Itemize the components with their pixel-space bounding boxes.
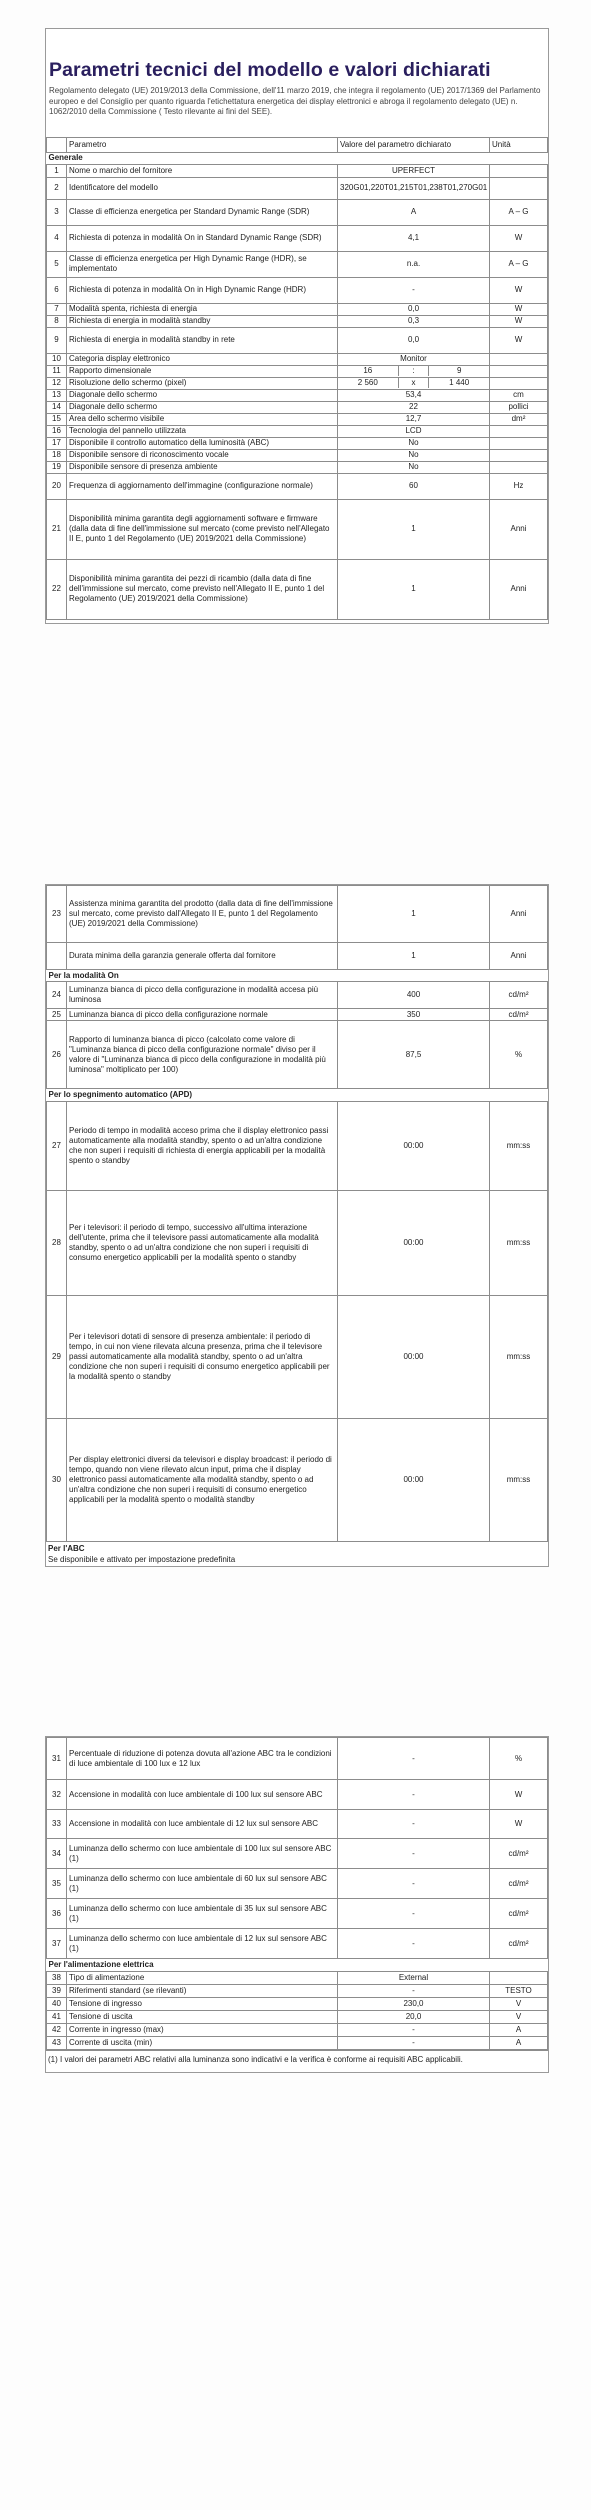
- table-row: [47, 1972, 548, 1985]
- row-parameter: Nome o marchio del fornitore: [67, 164, 338, 177]
- row-parameter: Durata minima della garanzia generale offerta dal fornitore: [67, 943, 338, 970]
- table-row: [47, 353, 548, 365]
- row-parameter: Richiesta di potenza in modalità On in Standard Dynamic Range (SDR): [67, 225, 338, 251]
- table-row: [47, 982, 548, 1009]
- row-value: 60: [338, 473, 490, 499]
- table-row: [47, 886, 548, 943]
- row-value: 4,1: [338, 225, 490, 251]
- row-value: LCD: [338, 425, 490, 437]
- row-unit: Anni: [490, 499, 548, 559]
- row-value: Monitor: [338, 353, 490, 365]
- row-unit: W: [490, 315, 548, 327]
- row-value: 1: [338, 943, 490, 970]
- row-unit: [490, 425, 548, 437]
- row-number: 24: [47, 982, 67, 1009]
- table-row: [47, 2024, 548, 2037]
- row-parameter: Frequenza di aggiornamento dell'immagine (configurazione normale): [67, 473, 338, 499]
- table-row: [47, 943, 548, 970]
- row-unit: [490, 437, 548, 449]
- table-row: [47, 225, 548, 251]
- section-apd: Per lo spegnimento automatico (APD): [47, 1089, 548, 1102]
- row-unit: W: [490, 225, 548, 251]
- row-unit: %: [490, 1738, 548, 1780]
- row-parameter: Per i televisori: il periodo di tempo, successivo all'ultima interazione dell'utente, prima che il televisore passi automaticamente alla modalità standby, spento o ad un'altra condizione che non superi i requisiti di consumo energetico applicabili per la modalità spento o standby: [67, 1191, 338, 1296]
- row-unit: cd/m²: [490, 1839, 548, 1869]
- row-value: A: [338, 199, 490, 225]
- row-parameter: Categoria display elettronico: [67, 353, 338, 365]
- row-number: 32: [47, 1780, 67, 1810]
- row-parameter: Disponibile sensore di presenza ambiente: [67, 461, 338, 473]
- row-number: 23: [47, 886, 67, 943]
- section-abc: Per l'ABC Se disponibile e attivato per impostazione predefinita: [48, 1544, 236, 1564]
- row-number: 34: [47, 1839, 67, 1869]
- row-parameter: Tensione di ingresso: [67, 1998, 338, 2011]
- row-parameter: Disponibile il controllo automatico della luminosità (ABC): [67, 437, 338, 449]
- row-number: 40: [47, 1998, 67, 2011]
- row-parameter: Luminanza dello schermo con luce ambientale di 60 lux sul sensore ABC (1): [67, 1869, 338, 1899]
- row-value: 20,0: [338, 2011, 490, 2024]
- row-unit: pollici: [490, 401, 548, 413]
- row-parameter: Assistenza minima garantita del prodotto (dalla data di fine dell'immissione sul mercato, come previsto dall'Allegato II E, punto 1 del Regolamento (UE) 2019/2021 della Commissione): [67, 886, 338, 943]
- row-unit: [490, 177, 548, 199]
- row-parameter: Disponibilità minima garantita degli aggiornamenti software e firmware (dalla data di fine dell'immissione sul mercato (come previsto nell'Allegato II E, punto 1 del Regolamento (UE) 2019/2021 della Commissione): [67, 499, 338, 559]
- row-value: -: [338, 1839, 490, 1869]
- row-number: 19: [47, 461, 67, 473]
- row-number: 16: [47, 425, 67, 437]
- table-row: [47, 437, 548, 449]
- row-value: 87,5: [338, 1021, 490, 1089]
- row-number: 8: [47, 315, 67, 327]
- row-parameter: Diagonale dello schermo: [67, 389, 338, 401]
- row-unit: [490, 353, 548, 365]
- row-number: 38: [47, 1972, 67, 1985]
- row-parameter: Richiesta di potenza in modalità On in High Dynamic Range (HDR): [67, 277, 338, 303]
- row-parameter: Luminanza bianca di picco della configurazione in modalità accesa più luminosa: [67, 982, 338, 1009]
- row-parameter: Richiesta di energia in modalità standby: [67, 315, 338, 327]
- row-unit: W: [490, 1780, 548, 1810]
- row-value: 350: [338, 1009, 490, 1021]
- row-unit: dm²: [490, 413, 548, 425]
- row-number: 15: [47, 413, 67, 425]
- row-value: 0,3: [338, 315, 490, 327]
- row-parameter: Diagonale dello schermo: [67, 401, 338, 413]
- table-row: [47, 1419, 548, 1542]
- table-row: [47, 1009, 548, 1021]
- row-unit: Anni: [490, 559, 548, 619]
- row-parameter: Rapporto di luminanza bianca di picco (calcolato come valore di "Luminanza bianca di picco della configurazione normale" diviso per il valore di "Luminanza bianca di picco della configurazione in modalità più luminosa" moltiplicato per 100): [67, 1021, 338, 1089]
- row-parameter: Percentuale di riduzione di potenza dovuta all'azione ABC tra le condizioni di luce ambientale di 100 lux e 12 lux: [67, 1738, 338, 1780]
- table-row: [47, 499, 548, 559]
- row-number: [47, 943, 67, 970]
- row-number: 9: [47, 327, 67, 353]
- row-number: 31: [47, 1738, 67, 1780]
- row-number: 1: [47, 164, 67, 177]
- parameters-table-part-3: [46, 1737, 548, 2050]
- row-value: No: [338, 449, 490, 461]
- header-parameter: Parametro: [67, 137, 338, 152]
- row-parameter: Periodo di tempo in modalità acceso prima che il display elettronico passi automaticamente alla modalità standby, spento o ad un'altra condizione che non superi i requisiti di richiesta di energia applicabili per la modalità spento o standby: [67, 1102, 338, 1191]
- row-parameter: Classe di efficienza energetica per Standard Dynamic Range (SDR): [67, 199, 338, 225]
- row-unit: mm:ss: [490, 1419, 548, 1542]
- row-unit: W: [490, 303, 548, 315]
- row-number: 5: [47, 251, 67, 277]
- row-number: 42: [47, 2024, 67, 2037]
- table-row: [47, 389, 548, 401]
- row-unit: TESTO: [490, 1985, 548, 1998]
- row-number: 30: [47, 1419, 67, 1542]
- table-row: [47, 1810, 548, 1839]
- row-number: 21: [47, 499, 67, 559]
- table-row: [47, 1296, 548, 1419]
- row-unit: cd/m²: [490, 982, 548, 1009]
- row-value: 1: [338, 499, 490, 559]
- row-value: 00:00: [338, 1419, 490, 1542]
- row-number: 10: [47, 353, 67, 365]
- row-unit: [490, 449, 548, 461]
- table-row: 11 Rapporto dimensionale 16 : 9: [47, 365, 548, 377]
- row-parameter: Modalità spenta, richiesta di energia: [67, 303, 338, 315]
- table-row: [47, 401, 548, 413]
- rows-31-37: [47, 1738, 548, 1959]
- row-value: 12,7: [338, 413, 490, 425]
- row-value: -: [338, 1869, 490, 1899]
- regulation-intro: Regolamento delegato (UE) 2019/2013 della Commissione, dell'11 marzo 2019, che integra il regolamento (UE) 2017/1369 del Parlamento europeo e del Consiglio per quanto riguarda l'etichettatura energetica dei display elettronici e abroga il regolamento delegato (UE) n. 1062/2010 della Commissione ( Testo rilevante ai fini del SEE).: [49, 86, 541, 116]
- row-unit: A – G: [490, 199, 548, 225]
- table-row: [47, 473, 548, 499]
- parameters-table-part-2: [46, 885, 548, 1542]
- row-unit: V: [490, 2011, 548, 2024]
- row-number: 27: [47, 1102, 67, 1191]
- row-number: 20: [47, 473, 67, 499]
- section-on-mode: Per la modalità On: [47, 970, 548, 982]
- table-row: [47, 177, 548, 199]
- row-value: 00:00: [338, 1191, 490, 1296]
- row-parameter: Disponibile sensore di riconoscimento vocale: [67, 449, 338, 461]
- row-value: 00:00: [338, 1296, 490, 1419]
- row-unit: cd/m²: [490, 1009, 548, 1021]
- table-row: [47, 1102, 548, 1191]
- row-value: 400: [338, 982, 490, 1009]
- row-unit: W: [490, 327, 548, 353]
- row-value: No: [338, 437, 490, 449]
- row-number: 43: [47, 2037, 67, 2050]
- row-number: 28: [47, 1191, 67, 1296]
- row-value: 0,0: [338, 327, 490, 353]
- rows-1-10: [47, 164, 548, 365]
- row-number: 2: [47, 177, 67, 199]
- row-value: 230,0: [338, 1998, 490, 2011]
- row-number: 4: [47, 225, 67, 251]
- table-row: [47, 1899, 548, 1929]
- page-3: [45, 1736, 549, 2073]
- row-unit: %: [490, 1021, 548, 1089]
- table-row: [47, 2037, 548, 2050]
- row-unit: Hz: [490, 473, 548, 499]
- table-row: [47, 1021, 548, 1089]
- row-value: 0,0: [338, 303, 490, 315]
- page-title: Parametri tecnici del modello e valori dichiarati: [49, 59, 491, 81]
- row-number: 7: [47, 303, 67, 315]
- row-value: No: [338, 461, 490, 473]
- aspect-ratio-cell: 16 : 9: [338, 365, 490, 377]
- row-value: -: [338, 1929, 490, 1959]
- row-number: 6: [47, 277, 67, 303]
- row-parameter: Classe di efficienza energetica per High Dynamic Range (HDR), se implementato: [67, 251, 338, 277]
- row-unit: cm: [490, 389, 548, 401]
- row-value: -: [338, 1810, 490, 1839]
- row-number: 36: [47, 1899, 67, 1929]
- row-parameter: Riferimenti standard (se rilevanti): [67, 1985, 338, 1998]
- table-row: [47, 277, 548, 303]
- table-row: [47, 315, 548, 327]
- row-unit: A: [490, 2024, 548, 2037]
- table-row: 12 Risoluzione dello schermo (pixel) 2 560 x 1 440: [47, 377, 548, 389]
- row-unit: [490, 1972, 548, 1985]
- row-parameter: Per i televisori dotati di sensore di presenza ambientale: il periodo di tempo, in cui non viene rilevata alcuna presenza, prima che il televisore passi automaticamente alla modalità standby, spento o ad un'altra condizione che non superi i requisiti di consumo energetico applicabili per la modalità spento o standby: [67, 1296, 338, 1419]
- row-parameter: Per display elettronici diversi da televisori e display broadcast: il periodo di tempo, quando non viene rilevato alcun input, prima che il display elettronico passi automaticamente alla modalità standby, spento o ad un'altra condizione che non superi i requisiti di consumo energetico applicabili per la modalità spento o modalità standby: [67, 1419, 338, 1542]
- row-unit: W: [490, 1810, 548, 1839]
- row-number: 35: [47, 1869, 67, 1899]
- header-value: Valore del parametro dichiarato: [338, 137, 490, 152]
- section-power-supply: Per l'alimentazione elettrica: [47, 1959, 548, 1972]
- page-1: [45, 28, 549, 624]
- row-unit: A: [490, 2037, 548, 2050]
- row-value: UPERFECT: [338, 164, 490, 177]
- row-value: -: [338, 2037, 490, 2050]
- row-parameter: Accensione in modalità con luce ambientale di 100 lux sul sensore ABC: [67, 1780, 338, 1810]
- row-unit: Anni: [490, 886, 548, 943]
- row-value: -: [338, 1780, 490, 1810]
- table-row: [47, 164, 548, 177]
- row-parameter: Accensione in modalità con luce ambientale di 12 lux sul sensore ABC: [67, 1810, 338, 1839]
- row-parameter: Richiesta di energia in modalità standby in rete: [67, 327, 338, 353]
- table-row: [47, 449, 548, 461]
- row-number: 18: [47, 449, 67, 461]
- table-row: [47, 1929, 548, 1959]
- rows-27-30: [47, 1102, 548, 1542]
- row-number: 3: [47, 199, 67, 225]
- table-row: [47, 1780, 548, 1810]
- row-number: 33: [47, 1810, 67, 1839]
- row-unit: [490, 164, 548, 177]
- row-unit: cd/m²: [490, 1869, 548, 1899]
- row-number: 41: [47, 2011, 67, 2024]
- table-row: [47, 425, 548, 437]
- row-value: 00:00: [338, 1102, 490, 1191]
- row-parameter: Identificatore del modello: [67, 177, 338, 199]
- footnote: (1) I valori dei parametri ABC relativi alla luminanza sono indicativi e la verifica è conforme ai requisiti ABC applicabili.: [46, 2050, 548, 2072]
- row-parameter: Tensione di uscita: [67, 2011, 338, 2024]
- rows-38-43: [47, 1972, 548, 2050]
- row-number: 13: [47, 389, 67, 401]
- page-2: [45, 884, 549, 1567]
- table-row: [47, 461, 548, 473]
- row-value: 1: [338, 559, 490, 619]
- row-unit: Anni: [490, 943, 548, 970]
- row-number: 25: [47, 1009, 67, 1021]
- row-number: 29: [47, 1296, 67, 1419]
- table-row: [47, 1998, 548, 2011]
- table-row: [47, 1191, 548, 1296]
- row-parameter: Corrente di uscita (min): [67, 2037, 338, 2050]
- rows-23-warranty: [47, 886, 548, 970]
- table-header-row: [47, 137, 548, 152]
- table-row: [47, 1985, 548, 1998]
- table-row: [47, 1869, 548, 1899]
- row-value: 320G01,220T01,215T01,238T01,270G01: [338, 177, 490, 199]
- table-row: [47, 303, 548, 315]
- row-value: -: [338, 1985, 490, 1998]
- row-unit: mm:ss: [490, 1296, 548, 1419]
- row-unit: mm:ss: [490, 1102, 548, 1191]
- row-parameter: Tecnologia del pannello utilizzata: [67, 425, 338, 437]
- row-unit: A – G: [490, 251, 548, 277]
- row-unit: cd/m²: [490, 1929, 548, 1959]
- row-unit: [490, 461, 548, 473]
- row-number: 37: [47, 1929, 67, 1959]
- table-row: [47, 413, 548, 425]
- row-unit: cd/m²: [490, 1899, 548, 1929]
- row-value: -: [338, 1738, 490, 1780]
- rows-13-22: [47, 389, 548, 619]
- row-number: 39: [47, 1985, 67, 1998]
- table-row: [47, 2011, 548, 2024]
- row-value: 53,4: [338, 389, 490, 401]
- table-row: [47, 559, 548, 619]
- table-row: [47, 327, 548, 353]
- row-number: 22: [47, 559, 67, 619]
- row-value: -: [338, 1899, 490, 1929]
- row-number: 17: [47, 437, 67, 449]
- header-unit: Unità: [490, 137, 548, 152]
- table-row: [47, 1738, 548, 1780]
- rows-24-26: [47, 982, 548, 1089]
- row-number: 14: [47, 401, 67, 413]
- row-parameter: Disponibilità minima garantita dei pezzi di ricambio (dalla data di fine dell'immissione sul mercato, come previsto nell'Allegato II E, punto 1 del Regolamento (UE) 2019/2021 della Commissione): [67, 559, 338, 619]
- table-row: [47, 199, 548, 225]
- row-value: 22: [338, 401, 490, 413]
- row-unit: V: [490, 1998, 548, 2011]
- row-value: -: [338, 277, 490, 303]
- row-parameter: Tipo di alimentazione: [67, 1972, 338, 1985]
- row-value: n.a.: [338, 251, 490, 277]
- row-parameter: Luminanza dello schermo con luce ambientale di 12 lux sul sensore ABC (1): [67, 1929, 338, 1959]
- row-number: 26: [47, 1021, 67, 1089]
- row-value: -: [338, 2024, 490, 2037]
- row-parameter: Luminanza bianca di picco della configurazione normale: [67, 1009, 338, 1021]
- resolution-cell: 2 560 x 1 440: [338, 377, 490, 389]
- table-row: [47, 1839, 548, 1869]
- row-parameter: Luminanza dello schermo con luce ambientale di 35 lux sul sensore ABC (1): [67, 1899, 338, 1929]
- section-general: Generale: [47, 152, 548, 164]
- row-parameter: Corrente in ingresso (max): [67, 2024, 338, 2037]
- parameters-table-part-1: [46, 137, 548, 620]
- row-parameter: Area dello schermo visibile: [67, 413, 338, 425]
- row-unit: mm:ss: [490, 1191, 548, 1296]
- row-parameter: Luminanza dello schermo con luce ambientale di 100 lux sul sensore ABC (1): [67, 1839, 338, 1869]
- table-row: [47, 251, 548, 277]
- row-unit: W: [490, 277, 548, 303]
- row-value: External: [338, 1972, 490, 1985]
- row-value: 1: [338, 886, 490, 943]
